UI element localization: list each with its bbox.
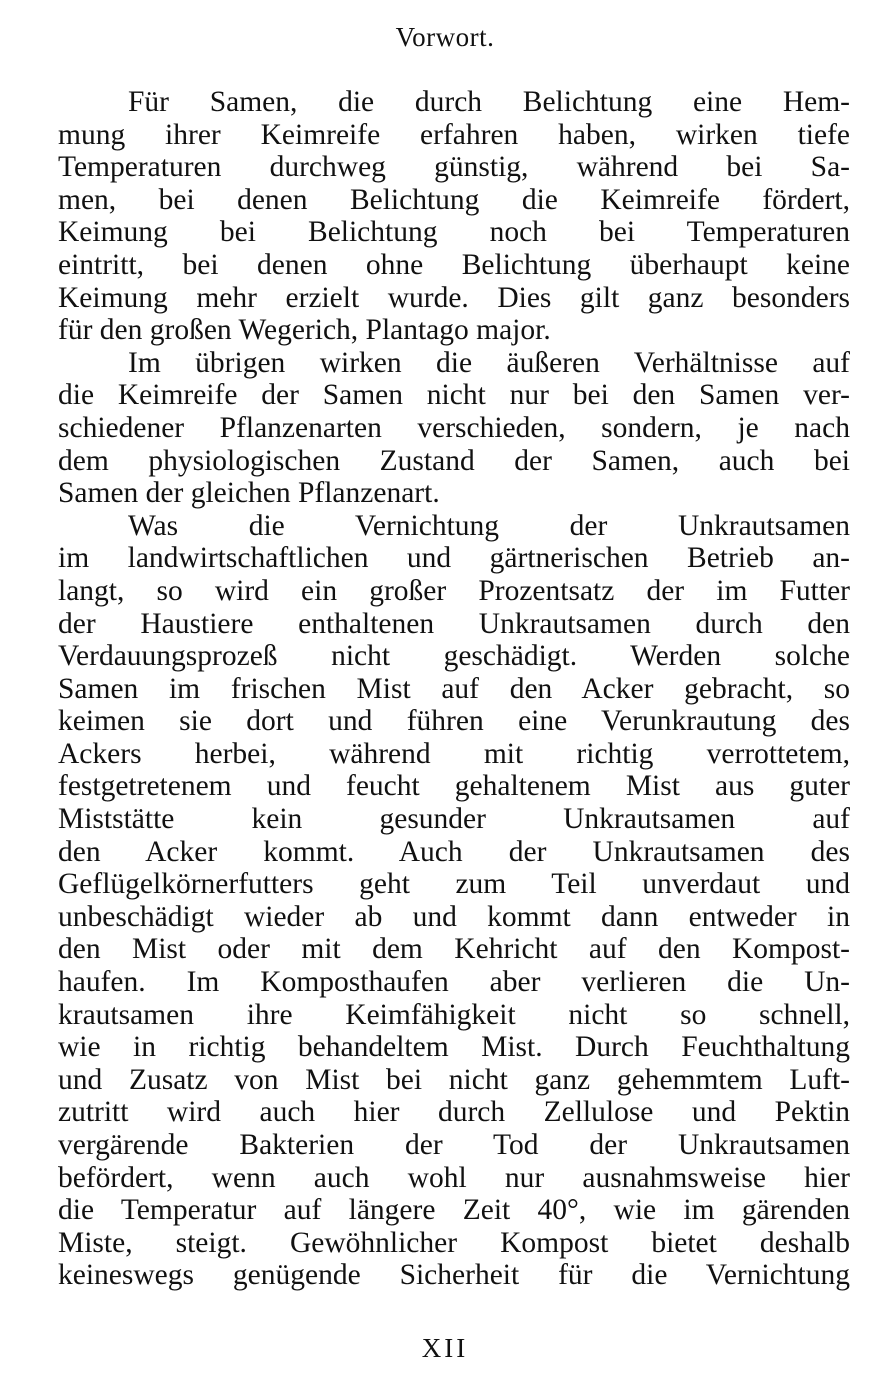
text-line: mung ihrer Keimreife erfahren haben, wirken tiefe [58, 118, 850, 151]
text-line: die Temperatur auf längere Zeit 40°, wie im gärenden [58, 1194, 850, 1227]
text-line: die Keimreife der Samen nicht nur bei den Samen ver- [58, 379, 850, 412]
text-line: Temperaturen durchweg günstig, während bei Sa- [58, 151, 850, 184]
text-line: Was die Vernichtung der Unkrautsamen [128, 509, 850, 542]
text-line: men, bei denen Belichtung die Keimreife fördert, [58, 183, 850, 216]
page-header: Vorwort. [395, 22, 495, 52]
text-line: Miste, steigt. Gewöhnlicher Kompost bietet deshalb [58, 1226, 850, 1259]
text-line: Keimung mehr erzielt wurde. Dies gilt ganz besonders [58, 281, 850, 314]
text-line: Ackers herbei, während mit richtig verrottetem, [58, 737, 850, 770]
text-line: keimen sie dort und führen eine Verunkrautung des [58, 705, 850, 738]
text-line: dem physiologischen Zustand der Samen, auch bei [58, 444, 850, 477]
text-line: schiedener Pflanzenarten verschieden, sondern, je nach [58, 411, 850, 444]
text-line: und Zusatz von Mist bei nicht ganz gehemmtem Luft- [58, 1063, 850, 1096]
text-line: vergärende Bakterien der Tod der Unkrautsamen [58, 1129, 850, 1161]
text-line: den Acker kommt. Auch der Unkrautsamen des [58, 835, 850, 868]
text-line: im landwirtschaftlichen und gärtnerischen Betrieb an- [58, 542, 850, 575]
text-line: zutritt wird auch hier durch Zellulose und Pektin [58, 1096, 850, 1129]
body-text [58, 86, 850, 1292]
text-line: Samen im frischen Mist auf den Acker gebracht, so [58, 672, 850, 705]
text-line: den Mist oder mit dem Kehricht auf den Kompost- [58, 933, 850, 966]
text-line: festgetretenem und feucht gehaltenem Mist aus guter [58, 770, 850, 803]
page-number: XII [421, 1333, 469, 1363]
text-line: Im übrigen wirken die äußeren Verhältnisse auf [128, 346, 850, 379]
text-line: der Haustiere enthaltenen Unkrautsamen durch den [58, 607, 850, 640]
text-line: wie in richtig behandeltem Mist. Durch Feuchthaltung [58, 1031, 850, 1064]
text-line: Miststätte kein gesunder Unkrautsamen auf [58, 803, 850, 836]
text-line: für den großen Wegerich, Plantago major. [58, 314, 551, 347]
text-line: Für Samen, die durch Belichtung eine Hem- [128, 86, 850, 118]
text-line: krautsamen ihre Keimfähigkeit nicht so schnell, [58, 998, 850, 1031]
text-line: eintritt, bei denen ohne Belichtung überhaupt keine [58, 248, 850, 281]
text-line: keineswegs genügende Sicherheit für die Vernichtung [58, 1259, 850, 1292]
text-line: befördert, wenn auch wohl nur ausnahmsweise hier [58, 1161, 850, 1194]
text-line: Samen der gleichen Pflanzenart. [58, 477, 440, 510]
text-line: Geflügelkörnerfutters geht zum Teil unverdaut und [58, 868, 850, 901]
text-line: Keimung bei Belichtung noch bei Temperaturen [58, 216, 850, 249]
text-line: Verdauungsprozeß nicht geschädigt. Werden solche [58, 640, 850, 673]
text-line: langt, so wird ein großer Prozentsatz der im Futter [58, 574, 850, 607]
text-line: haufen. Im Komposthaufen aber verlieren die Un- [58, 966, 850, 999]
text-line: unbeschädigt wieder ab und kommt dann entweder in [58, 900, 850, 933]
